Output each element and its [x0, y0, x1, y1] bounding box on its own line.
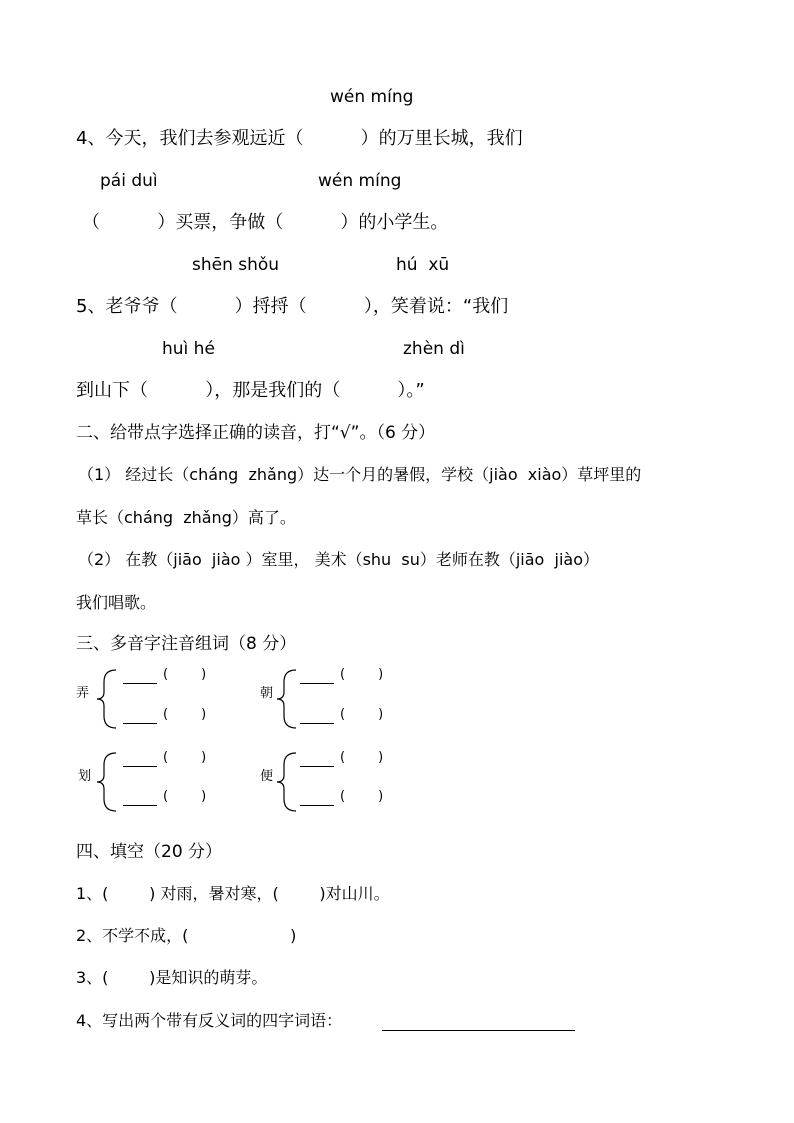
section-2-item-2-line-2: 我们唱歌。	[76, 593, 157, 612]
blank-line[interactable]	[123, 723, 157, 724]
section-4-question-4: 4、写出两个带有反义词的四字词语：	[76, 1011, 343, 1030]
pinyin-wen-ming-2: wén míng	[318, 171, 402, 191]
pinyin-shen-shou: shēn shǒu	[192, 255, 280, 275]
pinyin-paren: ( )	[163, 667, 207, 682]
brace-icon	[274, 751, 300, 813]
pinyin-pai-dui: pái duì	[100, 171, 158, 191]
section-4-question-3: 3、( )是知识的萌芽。	[76, 968, 268, 987]
pinyin-paren: ( )	[340, 750, 384, 765]
pinyin-wen-ming-1: wén míng	[330, 87, 414, 107]
pinyin-hui-he: huì hé	[162, 339, 215, 359]
section-2-item-1-line-2: 草长（cháng zhǎng）高了。	[76, 508, 296, 527]
brace-icon	[274, 668, 300, 730]
pinyin-paren: ( )	[163, 789, 207, 804]
section-4-question-1: 1、( ) 对雨，暑对寒，( )对山川。	[76, 884, 390, 903]
polyphone-char-3: 划	[78, 769, 92, 784]
blank-line[interactable]	[123, 805, 157, 806]
brace-icon	[94, 751, 120, 813]
pinyin-paren: ( )	[163, 707, 207, 722]
polyphone-char-4: 便	[260, 769, 274, 784]
polyphone-char-1: 弄	[76, 686, 90, 701]
brace-icon	[94, 668, 120, 730]
question-5-line-2: 到山下（ ），那是我们的（ ）。”	[76, 380, 425, 401]
pinyin-paren: ( )	[163, 750, 207, 765]
section-2-heading: 二、给带点字选择正确的读音，打“√”。（6 分）	[76, 423, 436, 443]
blank-line[interactable]	[300, 805, 334, 806]
pinyin-zhen-di: zhèn dì	[403, 339, 465, 359]
section-2-item-1-line-1: （1） 经过长（cháng zhǎng）达一个月的暑假，学校（jiào xiào）草坪里的	[78, 465, 642, 484]
blank-line[interactable]	[300, 766, 334, 767]
section-2-item-2-line-1: （2） 在教（jiāo jiào ）室里， 美术（shu su）老师在教（jiāo jiào）	[78, 550, 599, 569]
pinyin-paren: ( )	[340, 707, 384, 722]
pinyin-paren: ( )	[340, 789, 384, 804]
section-4-heading: 四、填空（20 分）	[76, 842, 223, 862]
blank-line[interactable]	[123, 766, 157, 767]
blank-line[interactable]	[123, 683, 157, 684]
pinyin-paren: ( )	[340, 667, 384, 682]
blank-line[interactable]	[300, 683, 334, 684]
question-4-line-2: （ ）买票，争做（ ）的小学生。	[82, 212, 449, 233]
answer-line[interactable]	[382, 1030, 575, 1031]
section-4-question-2: 2、不学不成，( )	[76, 926, 297, 945]
question-5-line-1: 5、老爷爷（ ）捋捋（ ），笑着说：“我们	[76, 296, 509, 317]
polyphone-char-2: 朝	[260, 686, 274, 701]
question-4-line-1: 4、今天，我们去参观远近（ ）的万里长城，我们	[76, 128, 523, 149]
blank-line[interactable]	[300, 723, 334, 724]
pinyin-hu-xu: hú xū	[396, 255, 450, 275]
section-3-heading: 三、多音字注音组词（8 分）	[76, 634, 297, 654]
